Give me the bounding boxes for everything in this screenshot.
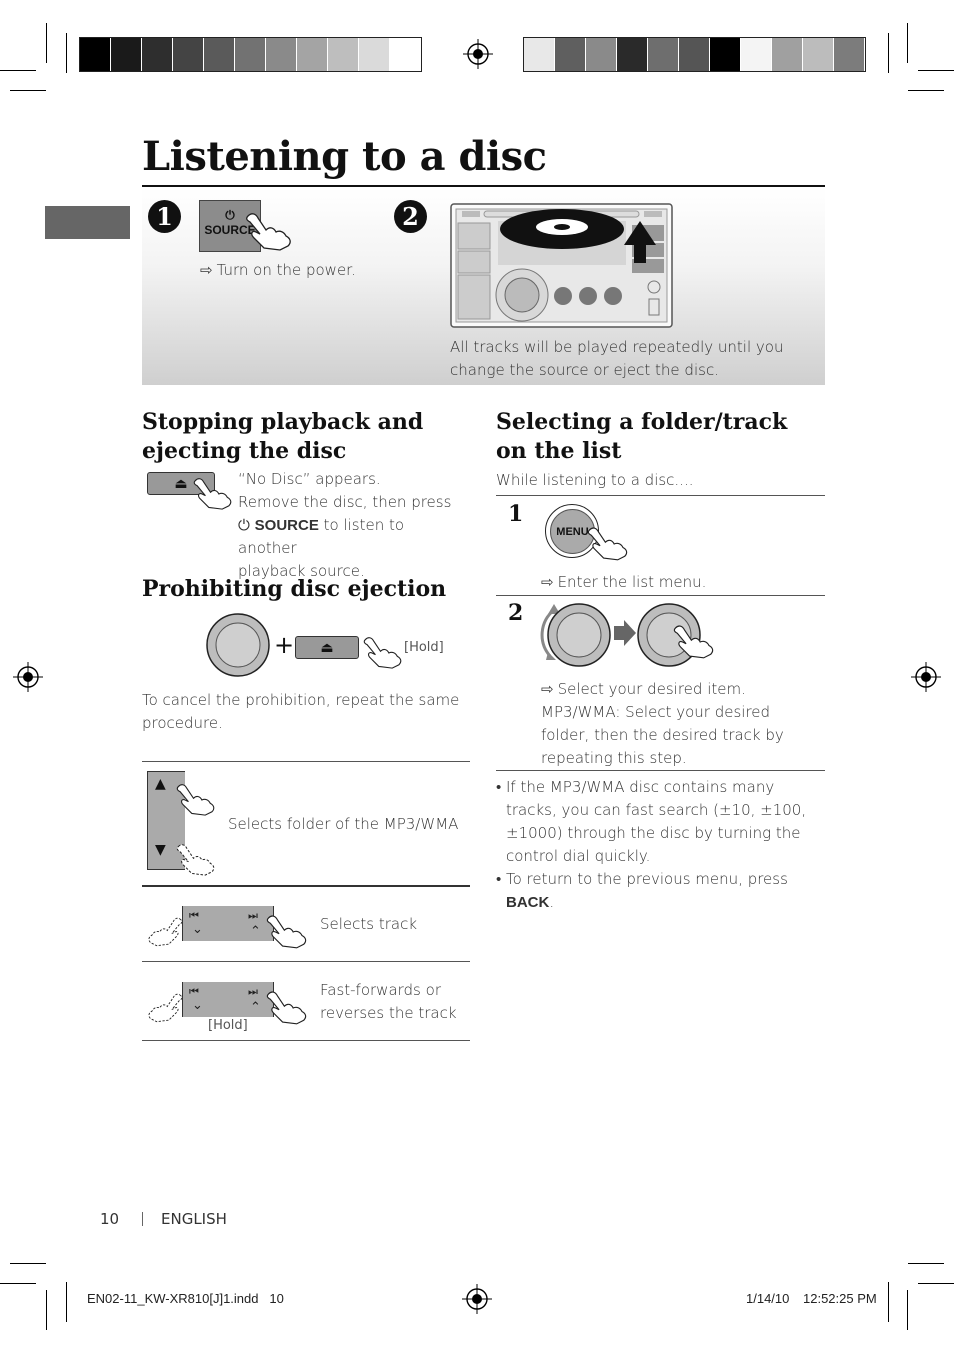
arrow-right-icon: ⇨: [200, 261, 213, 279]
chevron-up-icon: ⌃: [250, 1000, 261, 1015]
footer-language: ENGLISH: [161, 1210, 227, 1228]
section-rule: [496, 595, 825, 596]
footer-divider: [142, 1212, 143, 1226]
color-swatch: [834, 38, 865, 71]
registration-mark-top: [463, 39, 493, 69]
color-swatch: [328, 38, 359, 71]
arrow-right-icon: ⇨: [541, 573, 554, 591]
color-swatch: [803, 38, 834, 71]
crop-mark: [907, 23, 908, 63]
hand-pointer-dashed-icon: [146, 914, 184, 950]
cancel-prohibition-text: To cancel the prohibition, repeat the same procedure.: [142, 691, 460, 732]
crop-mark: [10, 1263, 46, 1264]
previous-track-icon: ⏮: [189, 909, 199, 922]
step-badge-1: 1: [148, 200, 181, 233]
previous-track-icon: ⏮: [189, 985, 199, 998]
hand-pointer-dashed-icon: [146, 990, 184, 1026]
menu-button-label: MENU: [556, 525, 589, 538]
hand-pointer-icon: [586, 524, 630, 564]
footer-date: 1/14/10: [746, 1291, 790, 1306]
table-rule: [142, 761, 470, 762]
registration-mark-bottom: [462, 1284, 492, 1314]
hand-pointer-dashed-icon: [175, 840, 217, 880]
next-track-icon: ⏭: [248, 985, 258, 998]
section-rule: [496, 495, 825, 496]
chevron-up-icon: ⌃: [250, 924, 261, 939]
hold-label: [Hold]: [208, 1018, 248, 1033]
registration-mark-left: [13, 662, 43, 692]
hand-pointer-icon: [362, 633, 404, 673]
page-title: Listening to a disc: [142, 133, 547, 180]
stopping-line4: playback source.: [238, 562, 365, 580]
crop-mark: [10, 90, 46, 91]
hand-pointer-icon: [175, 780, 217, 820]
color-swatch: [772, 38, 803, 71]
color-swatch: [586, 38, 617, 71]
page-number: 10: [100, 1210, 120, 1228]
step1-instruction: ⇨ Turn on the power.: [200, 261, 356, 279]
color-swatch: [524, 38, 555, 71]
table-rule: [142, 961, 470, 962]
section-rule: [496, 770, 825, 771]
color-bar-right: [523, 37, 866, 72]
color-swatch: [266, 38, 297, 71]
step2-detail: MP3/WMA: Select your desired folder, then the desired track by repeating this step.: [541, 703, 784, 767]
up-arrow-icon: ▲: [155, 776, 166, 792]
step-badge-2: 2: [394, 200, 427, 233]
color-swatch: [235, 38, 266, 71]
note-fast-search: If the MP3/WMA disc contains many tracks, you can fast search (±10, ±100, ±1000) through the disc by turning the control dial quickly.: [506, 778, 807, 865]
crop-mark: [888, 33, 889, 73]
color-swatch: [111, 38, 142, 71]
registration-mark-right: [911, 662, 941, 692]
arrow-right-icon: [614, 620, 636, 646]
car-stereo-illustration: [450, 203, 674, 329]
track-buttons[interactable]: [182, 982, 274, 1017]
color-swatch: [204, 38, 235, 71]
note-return-menu: To return to the previous menu, press BACK.: [506, 870, 788, 911]
color-swatch: [679, 38, 710, 71]
color-swatch: [555, 38, 586, 71]
track-select-text: Selects track: [320, 915, 418, 933]
crop-mark: [908, 90, 944, 91]
note-item: [496, 776, 814, 868]
folder-select-text: Selects folder of the MP3/WMA: [228, 815, 459, 833]
step2-instruction: All tracks will be played repeatedly until you change the source or eject the disc.: [450, 338, 784, 379]
step2-list-text: ⇨ Select your desired item. MP3/WMA: Select your desired folder, then the desired track by repeating this step.: [541, 678, 816, 770]
hand-pointer-icon: [192, 474, 234, 514]
crop-mark: [66, 33, 67, 73]
hand-pointer-icon: [672, 622, 716, 662]
crop-mark: [46, 23, 47, 63]
source-key: SOURCE: [254, 517, 319, 534]
chevron-down-icon: ⌄: [192, 998, 203, 1013]
crop-mark: [907, 1290, 908, 1330]
track-buttons[interactable]: [182, 906, 274, 941]
crop-mark: [918, 1283, 954, 1284]
hand-pointer-icon: [265, 988, 309, 1028]
color-bar-left: [79, 37, 422, 72]
color-swatch: [173, 38, 204, 71]
source-button-label: SOURCE: [204, 223, 256, 237]
step1-list-text: ⇨ Enter the list menu.: [541, 573, 707, 591]
color-swatch: [359, 38, 390, 71]
bullet: •: [496, 870, 502, 888]
fast-forward-text: Fast-forwards or reverses the track: [320, 981, 457, 1022]
heading-stopping-playback: Stopping playback and ejecting the disc: [142, 409, 424, 464]
table-rule: [142, 885, 470, 887]
color-swatch: [617, 38, 648, 71]
section-tab: [45, 206, 130, 239]
color-swatch: [741, 38, 772, 71]
color-swatch: [297, 38, 328, 71]
color-swatch: [142, 38, 173, 71]
down-arrow-icon: ▼: [155, 842, 166, 858]
crop-mark: [918, 70, 954, 71]
heading-prohibiting-ejection: Prohibiting disc ejection: [142, 576, 447, 602]
color-swatch: [390, 38, 421, 71]
footer-file-name: EN02-11_KW-XR810[J]1.indd 10: [87, 1291, 284, 1306]
stopping-line1: “No Disc” appears.: [238, 470, 381, 488]
heading-selecting-folder-track: Selecting a folder/track on the list: [496, 409, 788, 464]
stopping-text: [238, 468, 458, 583]
crop-mark: [0, 1283, 36, 1284]
power-icon: ⏻: [238, 516, 250, 534]
color-swatch: [710, 38, 741, 71]
crop-mark: [0, 70, 36, 71]
stopping-line3: ⏻ SOURCE to listen to another: [238, 516, 405, 557]
chevron-down-icon: ⌄: [192, 922, 203, 937]
hand-pointer-icon: [265, 912, 309, 952]
notes-list: [496, 776, 814, 914]
footer-time: 12:52:25 PM: [803, 1291, 877, 1306]
table-rule: [142, 1040, 470, 1041]
control-dial-rotate[interactable]: [540, 600, 614, 670]
crop-mark: [908, 1263, 944, 1264]
power-icon: ⏻: [225, 208, 235, 222]
note-item: [496, 868, 814, 914]
title-rule: [142, 185, 825, 187]
selecting-subtitle: While listening to a disc....: [496, 471, 694, 489]
color-swatch: [80, 38, 111, 71]
crop-mark: [46, 1290, 47, 1330]
control-dial[interactable]: [205, 613, 273, 677]
back-key: BACK: [506, 894, 550, 911]
eject-button[interactable]: [295, 636, 359, 659]
step-number-2: 2: [508, 600, 524, 626]
step-number-1: 1: [508, 501, 524, 527]
stopping-line2: Remove the disc, then press: [238, 493, 452, 511]
hand-pointer-icon: [244, 212, 294, 252]
color-swatch: [648, 38, 679, 71]
bullet: •: [496, 778, 502, 796]
arrow-right-icon: ⇨: [541, 680, 554, 698]
hold-label: [Hold]: [404, 640, 444, 655]
eject-icon: ⏏: [174, 475, 188, 492]
next-track-icon: ⏭: [248, 909, 258, 922]
eject-icon: ⏏: [320, 639, 334, 656]
plus-sign: +: [274, 631, 295, 659]
crop-mark: [888, 1282, 889, 1322]
crop-mark: [66, 1282, 67, 1322]
